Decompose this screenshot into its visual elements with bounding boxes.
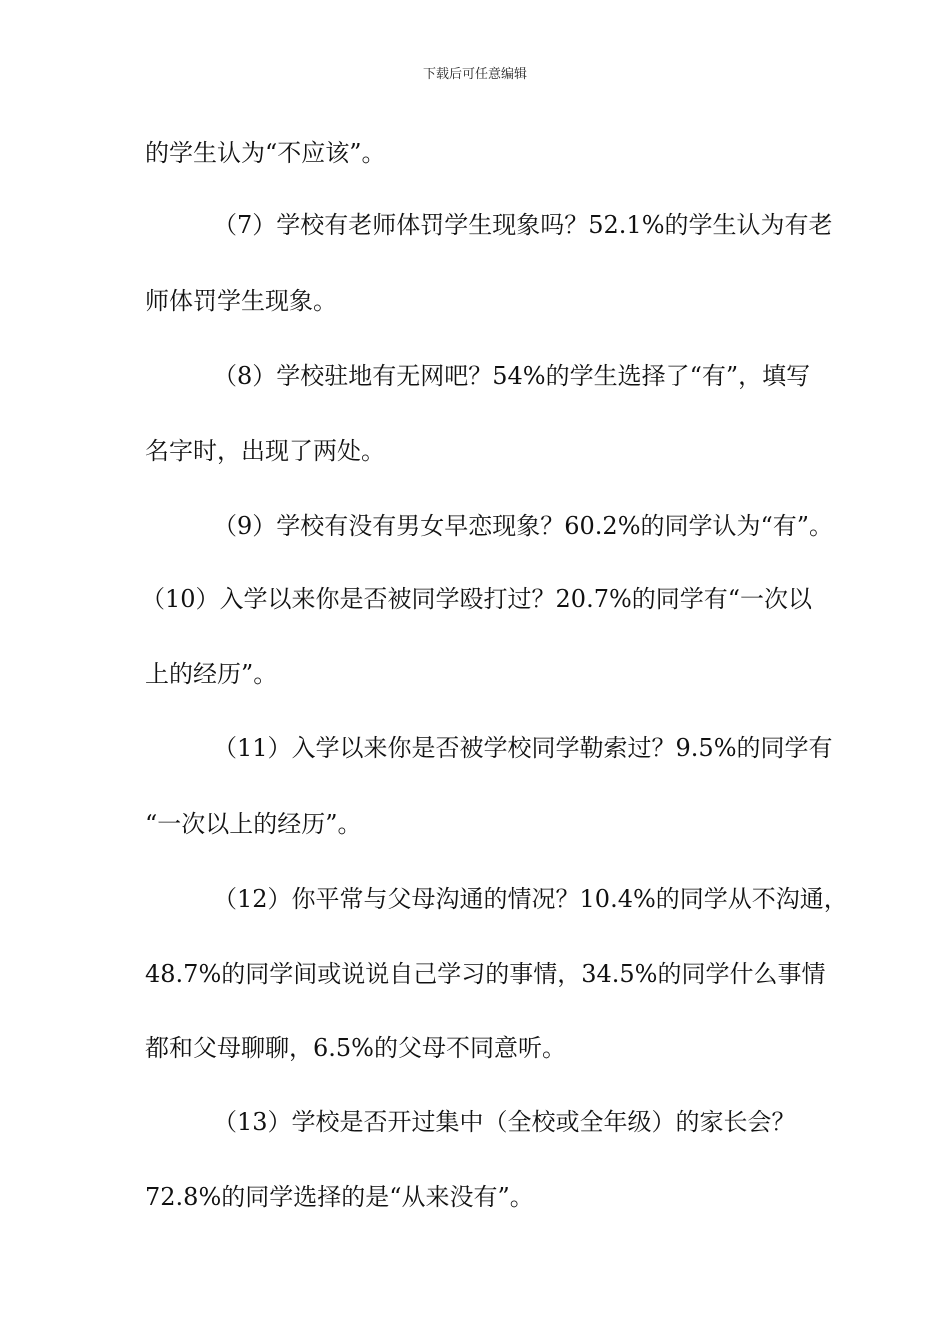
text-line-12: 48.7%的同学间或说说自己学习的事情，34.5%的同学什么事情 (145, 960, 826, 988)
text-line-13: 都和父母聊聊，6.5%的父母不同意听。 (145, 1034, 566, 1062)
text-line-8: 上的经历”。 (145, 660, 278, 688)
text-line-11: （12）你平常与父母沟通的情况？10.4%的同学从不沟通， (213, 885, 848, 913)
text-line-15: 72.8%的同学选择的是“从来没有”。 (145, 1183, 534, 1211)
text-line-10: “一次以上的经历”。 (145, 810, 362, 838)
text-line-14: （13）学校是否开过集中（全校或全年级）的家长会？ (213, 1108, 796, 1136)
text-line-4: （8）学校驻地有无网吧？54%的学生选择了“有”，填写 (213, 362, 811, 390)
text-line-5: 名字时，出现了两处。 (145, 437, 385, 465)
text-line-1: 的学生认为“不应该”。 (145, 139, 386, 167)
text-line-7: （10）入学以来你是否被同学殴打过？20.7%的同学有“一次以 (141, 585, 813, 613)
text-line-3: 师体罚学生现象。 (145, 287, 337, 315)
text-line-6: （9）学校有没有男女早恋现象？60.2%的同学认为“有”。 (213, 512, 834, 540)
page-header: 下载后可任意编辑 (422, 67, 527, 82)
text-line-2: （7）学校有老师体罚学生现象吗？52.1%的学生认为有老 (213, 211, 833, 239)
text-line-9: （11）入学以来你是否被学校同学勒索过？9.5%的同学有 (213, 734, 833, 762)
